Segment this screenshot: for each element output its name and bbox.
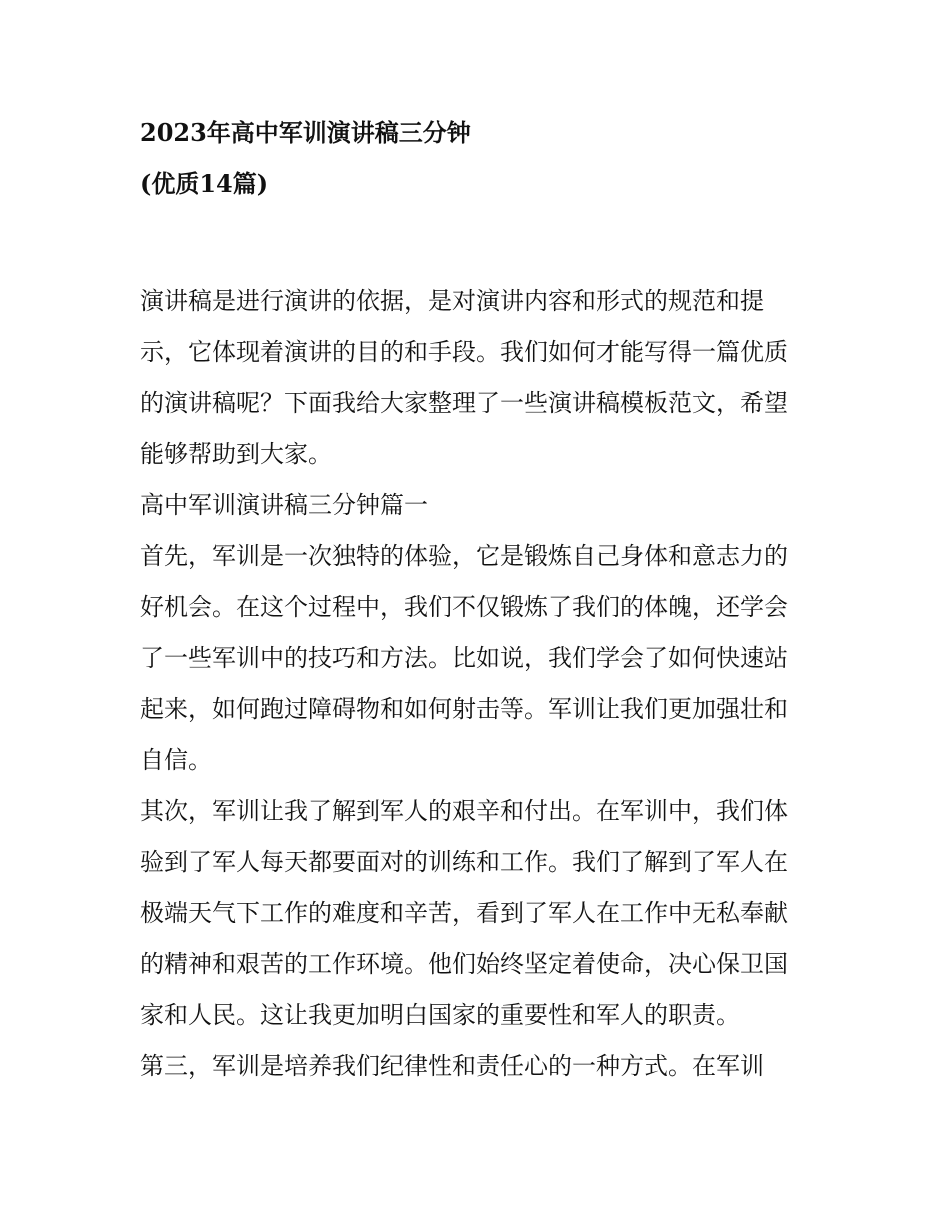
section-heading: 高中军训演讲稿三分钟篇一 [140, 491, 428, 519]
body-line: 演讲稿是进行演讲的依据，是对演讲内容和形式的规范和提 [140, 287, 764, 315]
body-line: 了一些军训中的技巧和方法。比如说，我们学会了如何快速站 [140, 644, 788, 672]
body-line: 示，它体现着演讲的目的和手段。我们如何才能写得一篇优质 [140, 338, 788, 366]
body-line: 极端天气下工作的难度和辛苦，看到了军人在工作中无私奉献 [140, 899, 788, 927]
body-line: 自信。 [140, 746, 212, 774]
body-line: 验到了军人每天都要面对的训练和工作。我们了解到了军人在 [140, 848, 788, 876]
document-body [140, 280, 820, 1096]
document-title [140, 112, 820, 214]
body-line: 家和人民。这让我更加明白国家的重要性和军人的职责。 [140, 1001, 740, 1029]
body-line: 好机会。在这个过程中，我们不仅锻炼了我们的体魄，还学会 [140, 593, 788, 621]
body-line: 起来，如何跑过障碍物和如何射击等。军训让我们更加强壮和 [140, 695, 788, 723]
body-line: 能够帮助到大家。 [140, 440, 332, 468]
title-line: 2023年高中军训演讲稿三分钟 [140, 118, 471, 147]
body-line: 第三，军训是培养我们纪律性和责任心的一种方式。在军训 [140, 1052, 764, 1080]
body-line: 的精神和艰苦的工作环境。他们始终坚定着使命，决心保卫国 [140, 950, 788, 978]
body-line: 其次，军训让我了解到军人的艰辛和付出。在军训中，我们体 [140, 797, 788, 825]
body-line: 首先，军训是一次独特的体验，它是锻炼自己身体和意志力的 [140, 542, 788, 570]
title-line: (优质14篇) [140, 169, 269, 198]
body-line: 的演讲稿呢？下面我给大家整理了一些演讲稿模板范文，希望 [140, 389, 788, 417]
